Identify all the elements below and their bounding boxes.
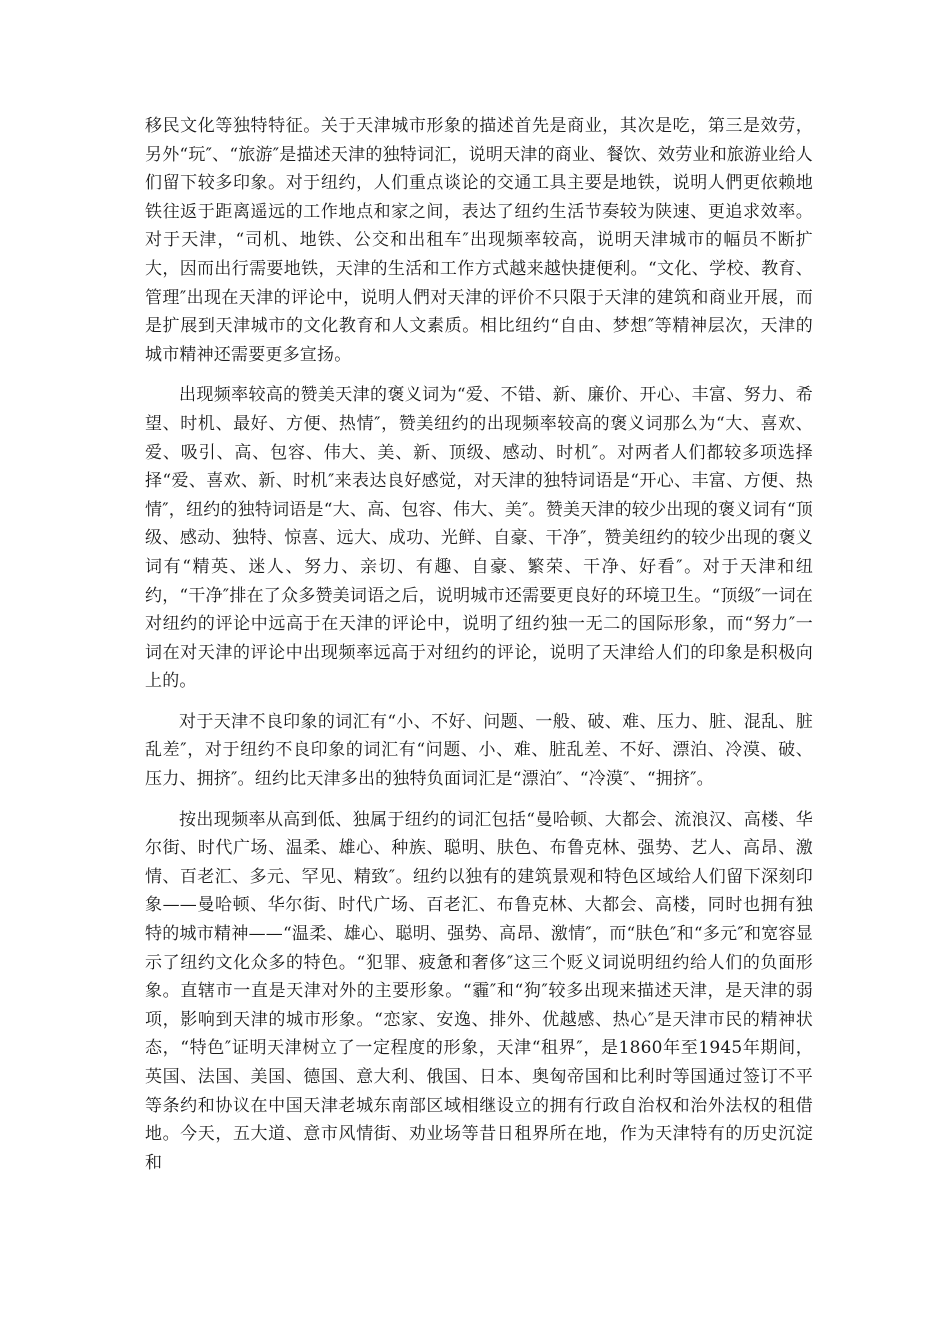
paragraph-4: 按出现频率从高到低、独属于纽约的词汇包括“曼哈顿、大都会、流浪汉、高楼、华尔街、时代广场、温柔、雄心、种族、聪明、肤色、布鲁克林、强势、艺人、高昂、激情、百老汇、多元、罕见、精致″。纽约以独有的建筑景观和特色区域给人们留下深刻印象——曼哈顿、华尔街、时代广场、百老汇、布鲁克林、大都会、高楼，同时也拥有独特的城市精神——“温柔、雄心、聪明、强势、高昂、激情″，而“肤色″和“多元″和宽容显示了纽约文化众多的特色。“犯罪、疲惫和奢侈″这三个贬义词说明纽约给人们的负面形象。直辖市一直是天津对外的主要形象。“霾″和“狗″较多出现来描述天津，是天津的弱项，影响到天津的城市形象。“恋家、安逸、排外、优越感、热心″是天津市民的精神状态，“特色″证明天津树立了一定程度的形象，天津“租界″，是1860年至1945年期间，英国、法国、美国、德国、意大利、俄国、日本、奥匈帝国和比利时等国通过签订不平等条约和协议在中国天津老城东南部区域相继设立的拥有行政自治权和治外法权的租借地。今天，五大道、意市风情街、劝业场等昔日租界所在地，作为天津特有的历史沉淀和 [145,809,813,1173]
paragraph-spacer [145,794,813,806]
document-body [145,112,813,1177]
paragraph-1: 移民文化等独特特征。关于天津城市形象的描述首先是商业，其次是吃，第三是效劳，另外“玩″、“旅游″是描述天津的独特词汇，说明天津的商业、餐饮、效劳业和旅游业给人们留下较多印象。对于纽约，人们重点谈论的交通工具主要是地铁，说明人們更依赖地铁往返于距离遥远的工作地点和家之间，表达了纽约生活节奏较为陕速、更追求效率。对于天津，“司机、地铁、公交和出租车″出现频率较高，说明天津城市的幅员不断扩大，因而出行需要地铁，天津的生活和工作方式越来越快捷便利。“文化、学校、教育、管理″出现在天津的评论中，说明人們对天津的评价不只限于天津的建筑和商业开展，而是扩展到天津城市的文化教育和人文素质。相比纽约“自由、梦想″等精神层次，天津的城市精神还需要更多宣扬。 [145,116,813,365]
paragraph-spacer [145,696,813,708]
paragraph-spacer [145,369,813,381]
paragraph-2: 出现频率较高的赞美天津的褒义词为“爱、不错、新、廉价、开心、丰富、努力、希望、时机、最好、方便、热情″，赞美纽约的出现频率较高的褒义词那么为“大、喜欢、爱、吸引、高、包容、伟大、美、新、顶级、感动、时机″。对两者人们都较多项选择择“爱、喜欢、新、时机″来表达良好感觉，对天津的独特词语是“开心、丰富、方便、热情″，纽约的独特词语是“大、高、包容、伟大、美″。赞美天津的较少出现的褒义词有“顶级、感动、独特、惊喜、远大、成功、光鲜、自豪、干净″，赞美纽约的较少出现的褒义词有“精英、迷人、努力、亲切、有趣、自豪、繁荣、干净、好看″。对于天津和纽约，“干净″排在了众多赞美词语之后，说明城市还需要更良好的环境卫生。“顶级″一词在对纽约的评论中远高于在天津的评论中，说明了纽约独一无二的国际形象，而“努力″一词在对天津的评论中出现频率远高于对纽约的评论，说明了天津给人们的印象是积极向上的。 [145,385,813,692]
paragraph-3: 对于天津不良印象的词汇有“小、不好、问题、一般、破、难、压力、脏、混乱、脏乱差″，对于纽约不良印象的词汇有“问题、小、难、脏乱差、不好、漂泊、冷漠、破、压力、拥挤″。纽约比天津多出的独特负面词汇是“漂泊″、“冷漠″、“拥挤″。 [145,711,813,790]
